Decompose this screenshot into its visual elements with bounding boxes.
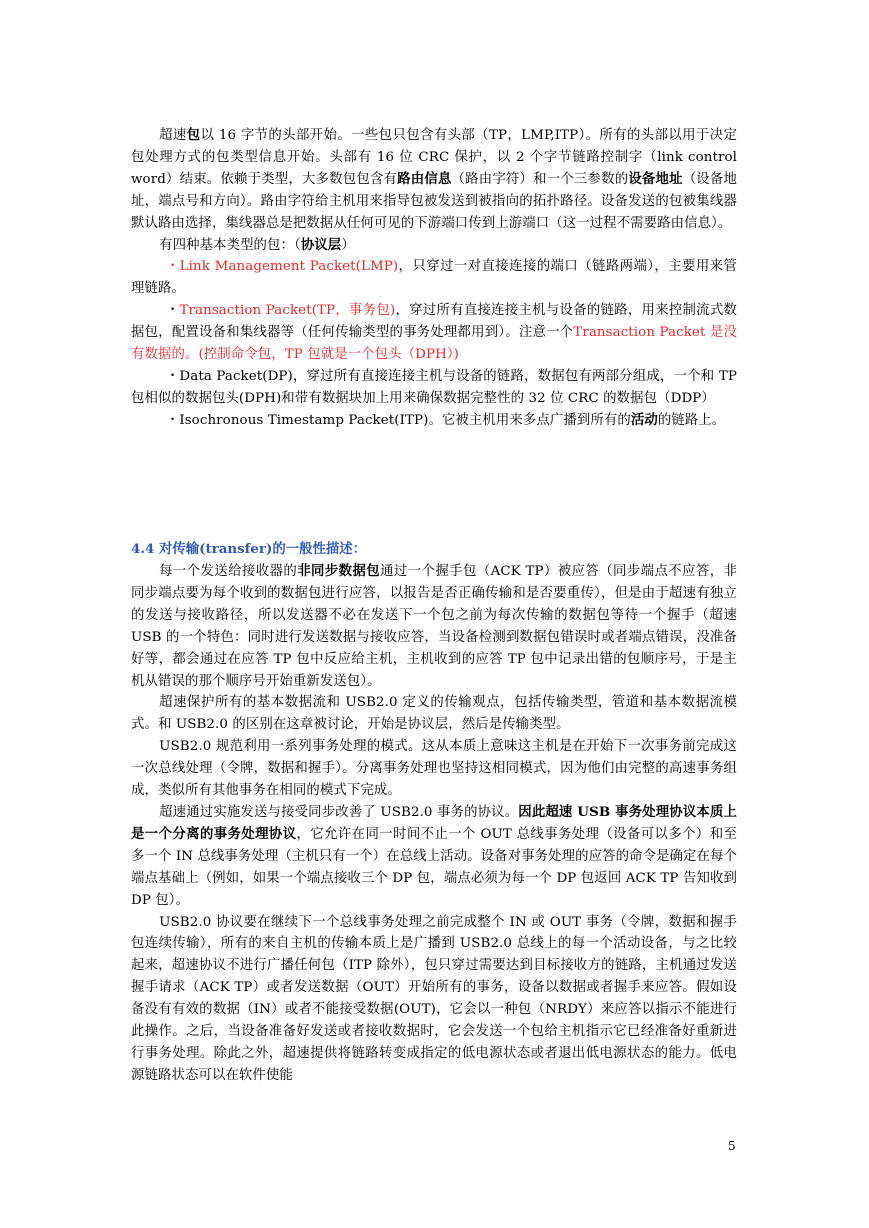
text-run: 的链路上。 <box>657 412 726 428</box>
bullet-mark: ・ <box>165 303 180 319</box>
transfer-description-section <box>131 561 737 1087</box>
paragraph-packet-types-intro <box>131 235 737 257</box>
page-number: 5 <box>728 1139 736 1153</box>
bold-term-packet: 包 <box>186 127 201 143</box>
text-run: ・Data Packet(DP)，穿过所有直接连接主机与设备的链路，数据包有两部分组成，一个和 TP 包相似的数据包头(DPH)和带有数据块加上用来确保数据完整性的 32 位 CRC 的数据包（DDP） <box>131 368 737 406</box>
red-term-lmp: ・Link Management Packet(LMP) <box>165 259 399 275</box>
text-run: 超速保护所有的基本数据流和 USB2.0 定义的传输观点，包括传输类型，管道和基本数据流模式。和 USB2.0 的区别在这章被讨论，开始是协议层，然后是传输类型。 <box>131 695 737 733</box>
bold-term-active: 活动 <box>630 411 658 428</box>
text-run: （设备地址，端点号和方向）。路由字符给主机用来指导包被发送到被指向的拓扑路径。设备发送的包被集线器默认路由选择，集线器总是把数据从任何可见的下游端口传到上游端口（这一过程不需要路由信息）。 <box>131 171 737 231</box>
paragraph-dataflow <box>131 692 737 736</box>
text-run: ，穿过所有直接连接主机与设备的链路，用来控制流式数据包，配置设备和集线器等（任何传输类型的事务处理都用到）。注意一个 <box>131 303 737 341</box>
section-heading: 4.4 对传输(transfer)的一般性描述： <box>131 541 367 557</box>
text-run: 超速通过实施发送与接受同步改善了 USB2.0 事务的协议。 <box>159 804 519 820</box>
bullet-itp <box>131 410 737 432</box>
text-run: ） <box>341 237 355 253</box>
text-run: ，只穿过一对直接连接的端口（链路两端），主要用来管理链路。 <box>131 259 737 297</box>
text-run: USB2.0 协议要在继续下一个总线事务处理之前完成整个 IN 或 OUT 事务（令牌，数据和握手包连续传输），所有的来自主机的传输本质上是广播到 USB2.0 总线上的每一个活动设备，与之比较起来，超速协议不进行广播任何包（ITP 除外），包只穿过需要达到目标接收方的链路，主机通过发送握手请求（ACK TP）或者发送数据（OUT）开始所有的事务，设备以数据或者握手来应答。假如设备没有有效的数据（IN）或者不能接受数据(OUT)，它会以一种包（NRDY）来应答以指示不能进行此操作。之后，当设备准备好发送或者接收数据时，它会发送一个包给主机指示它已经准备好重新进行事务处理。除此之外，超速提供将链路转变成指定的低电源状态或者退出低电源状态的能力。低电源链路状态可以在软件使能 <box>131 914 737 1083</box>
red-term-tp: Transaction Packet(TP，事务包) <box>179 303 396 319</box>
text-run: 通过一个握手包（ACK TP）被应答（同步端点不应答，非同步端点要为每个收到的数据包进行应答，以报告是否正确传输和是否要重传），但是由于超速有独立的发送与接收路径，所以发送器不必在发送下一个包之前为每次传输的数据包等待一个握手（超速 USB 的一个特色：同时进行发送数据与接收应答，当设备检测到数据包错误时或者端点错误，没准备好等，都会通过在应答 TP 包中反应给主机，主机收到的应答 TP 包中记录出错的包顺序号，于是主机从错误的那个顺序号开始重新发送包）。 <box>131 564 738 689</box>
bold-term-async-packet: 非同步数据包 <box>297 563 381 579</box>
paragraph-header-description <box>131 125 737 235</box>
red-note-tp-no-data: Transaction Packet 是没有数据的。(控制命令包，TP 包就是一个包头（DPH）) <box>131 325 737 363</box>
bold-term-protocol-layer: 协议层 <box>300 236 342 253</box>
text-run: 每一个发送给接收器的 <box>159 564 298 579</box>
paragraph-usb2-protocol <box>131 912 737 1087</box>
bold-statement-split-protocol: 因此超速 USB 事务处理协议本质上是一个分离的事务处理协议 <box>131 803 737 842</box>
text-run: （路由字符）和一个三参数的 <box>451 171 629 187</box>
text-run: 超速 <box>159 128 187 143</box>
text-run: ，它允许在同一时间不止一个 OUT 总线事务处理（设备可以多个）和至多一个 IN 总线事务处理（主机只有一个）在总线上活动。设备对事务处理的应答的命令是确定在每个端点基础上（例如，如果一个端点接收三个 DP 包，端点必须为每一个 DP 包返回 ACK TP 告知收到 DP 包）。 <box>131 826 738 908</box>
bullet-dp <box>131 366 737 410</box>
paragraph-usb2-transactions <box>131 736 737 802</box>
paragraph-async-ack <box>131 561 737 692</box>
bold-term-routing-info: 路由信息 <box>397 170 452 187</box>
text-run: 以 16 字节的头部开始。一些包只包含有头部（TP，LMP,ITP）。所有的头部以用于决定包处理方式的包类型信息开始。头部有 16 位 CRC 保护，以 2 个字节链路控制字（link control word）结束。依赖于类型，大多数包包含有 <box>131 128 737 187</box>
bold-term-device-address: 设备地址 <box>628 170 683 187</box>
text-run: 有四种基本类型的包：（ <box>159 237 301 253</box>
text-run: ・Isochronous Timestamp Packet(ITP)。它被主机用来多点广播到所有的 <box>165 412 631 428</box>
paragraph-split-transactions <box>131 802 737 912</box>
bullet-tp <box>131 300 737 366</box>
text-run: USB2.0 规范利用一系列事务处理的模式。这从本质上意味这主机是在开始下一次事务前完成这一次总线处理（令牌，数据和握手）。分离事务处理也坚持这相同模式，因为他们由完整的高速事务组成，类似所有其他事务在相同的模式下完成。 <box>131 739 737 799</box>
bullet-lmp <box>131 256 737 300</box>
packet-intro-section <box>131 125 737 432</box>
